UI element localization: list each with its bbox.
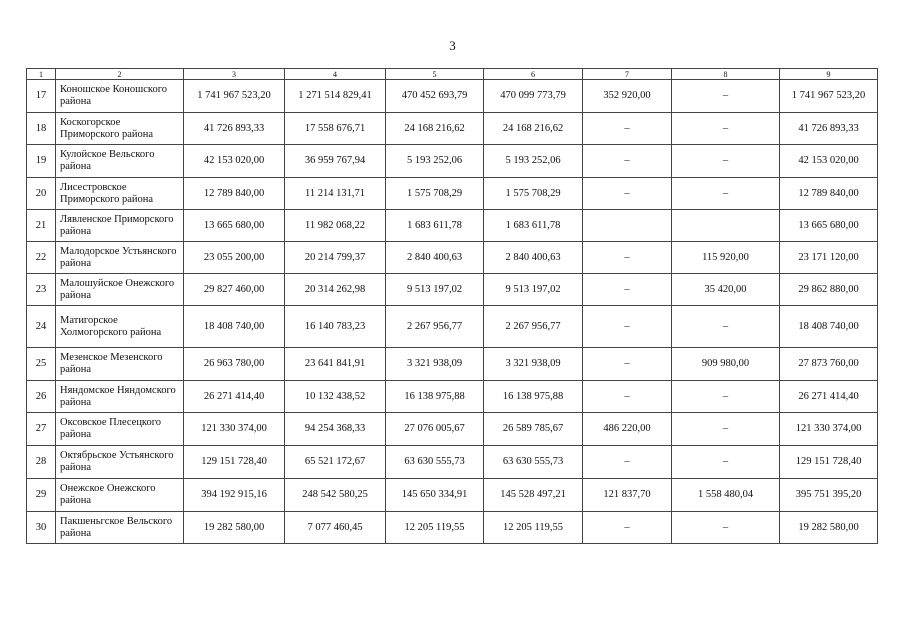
- col7-value: 486 220,00: [583, 413, 672, 446]
- row-number: 19: [27, 145, 56, 178]
- col5-value: 9 513 197,02: [386, 274, 484, 306]
- table-row: [27, 306, 878, 348]
- settlement-name: Мезенское Мезенского района: [56, 348, 184, 381]
- col8-value: –: [672, 80, 780, 113]
- col4-value: 20 314 262,98: [285, 274, 386, 306]
- col3-value: 42 153 020,00: [184, 145, 285, 178]
- col8-value: –: [672, 381, 780, 413]
- col7-value: –: [583, 145, 672, 178]
- col4-value: 11 982 068,22: [285, 210, 386, 242]
- table-row: [27, 413, 878, 446]
- col5-value: 1 683 611,78: [386, 210, 484, 242]
- col5-value: 2 840 400,63: [386, 242, 484, 274]
- column-header: 7: [583, 69, 672, 80]
- settlement-name: Оксовское Плесецкого района: [56, 413, 184, 446]
- col8-value: 35 420,00: [672, 274, 780, 306]
- col4-value: 65 521 172,67: [285, 446, 386, 479]
- column-header: 1: [27, 69, 56, 80]
- settlement-name: Октябрьское Устьянского района: [56, 446, 184, 479]
- col9-value: 23 171 120,00: [780, 242, 878, 274]
- row-number: 30: [27, 512, 56, 544]
- col4-value: 248 542 580,25: [285, 479, 386, 512]
- col3-value: 1 741 967 523,20: [184, 80, 285, 113]
- col6-value: 2 267 956,77: [484, 306, 583, 348]
- col6-value: 1 683 611,78: [484, 210, 583, 242]
- column-number-row: [27, 69, 878, 80]
- col8-value: –: [672, 446, 780, 479]
- col5-value: 470 452 693,79: [386, 80, 484, 113]
- col5-value: 16 138 975,88: [386, 381, 484, 413]
- col9-value: 13 665 680,00: [780, 210, 878, 242]
- col8-value: –: [672, 512, 780, 544]
- col3-value: 19 282 580,00: [184, 512, 285, 544]
- column-header: 8: [672, 69, 780, 80]
- col8-value: –: [672, 178, 780, 210]
- table-row: [27, 479, 878, 512]
- col3-value: 394 192 915,16: [184, 479, 285, 512]
- table-row: [27, 274, 878, 306]
- col8-value: 1 558 480,04: [672, 479, 780, 512]
- col8-value: –: [672, 145, 780, 178]
- col4-value: 36 959 767,94: [285, 145, 386, 178]
- col9-value: 1 741 967 523,20: [780, 80, 878, 113]
- settlement-name: Кулойское Вельского района: [56, 145, 184, 178]
- column-header: 4: [285, 69, 386, 80]
- row-number: 22: [27, 242, 56, 274]
- col7-value: –: [583, 242, 672, 274]
- col6-value: 16 138 975,88: [484, 381, 583, 413]
- col8-value: –: [672, 113, 780, 145]
- settlement-name: Лисестровское Приморского района: [56, 178, 184, 210]
- table-row: [27, 348, 878, 381]
- table-row: [27, 242, 878, 274]
- col3-value: 121 330 374,00: [184, 413, 285, 446]
- col5-value: 3 321 938,09: [386, 348, 484, 381]
- col4-value: 16 140 783,23: [285, 306, 386, 348]
- col5-value: 63 630 555,73: [386, 446, 484, 479]
- col7-value: –: [583, 274, 672, 306]
- table-row: [27, 512, 878, 544]
- col9-value: 26 271 414,40: [780, 381, 878, 413]
- col3-value: 23 055 200,00: [184, 242, 285, 274]
- row-number: 23: [27, 274, 56, 306]
- col6-value: 145 528 497,21: [484, 479, 583, 512]
- col3-value: 26 271 414,40: [184, 381, 285, 413]
- row-number: 20: [27, 178, 56, 210]
- col3-value: 41 726 893,33: [184, 113, 285, 145]
- col9-value: 27 873 760,00: [780, 348, 878, 381]
- col8-value: –: [672, 413, 780, 446]
- col8-value: –: [672, 306, 780, 348]
- column-header: 5: [386, 69, 484, 80]
- column-header: 6: [484, 69, 583, 80]
- col6-value: 24 168 216,62: [484, 113, 583, 145]
- col8-value: 115 920,00: [672, 242, 780, 274]
- table-row: [27, 210, 878, 242]
- table-row: [27, 178, 878, 210]
- col4-value: 17 558 676,71: [285, 113, 386, 145]
- settlement-name: Коношское Коношского района: [56, 80, 184, 113]
- settlement-name: Пакшеньгское Вельского района: [56, 512, 184, 544]
- col9-value: 41 726 893,33: [780, 113, 878, 145]
- col5-value: 1 575 708,29: [386, 178, 484, 210]
- col6-value: 470 099 773,79: [484, 80, 583, 113]
- settlement-name: Матигорское Холмогорского района: [56, 306, 184, 348]
- col9-value: 129 151 728,40: [780, 446, 878, 479]
- col6-value: 1 575 708,29: [484, 178, 583, 210]
- col8-value: [672, 210, 780, 242]
- row-number: 24: [27, 306, 56, 348]
- page-number: 3: [449, 38, 456, 53]
- table-row: [27, 446, 878, 479]
- row-number: 28: [27, 446, 56, 479]
- col7-value: 121 837,70: [583, 479, 672, 512]
- col4-value: 23 641 841,91: [285, 348, 386, 381]
- col9-value: 12 789 840,00: [780, 178, 878, 210]
- row-number: 21: [27, 210, 56, 242]
- col5-value: 145 650 334,91: [386, 479, 484, 512]
- col3-value: 13 665 680,00: [184, 210, 285, 242]
- table-row: [27, 145, 878, 178]
- col3-value: 12 789 840,00: [184, 178, 285, 210]
- col4-value: 10 132 438,52: [285, 381, 386, 413]
- row-number: 26: [27, 381, 56, 413]
- col5-value: 5 193 252,06: [386, 145, 484, 178]
- row-number: 18: [27, 113, 56, 145]
- settlement-name: Няндомское Няндомского района: [56, 381, 184, 413]
- col7-value: –: [583, 348, 672, 381]
- col4-value: 94 254 368,33: [285, 413, 386, 446]
- settlement-name: Онежское Онежского района: [56, 479, 184, 512]
- row-number: 29: [27, 479, 56, 512]
- col5-value: 12 205 119,55: [386, 512, 484, 544]
- col6-value: 5 193 252,06: [484, 145, 583, 178]
- col7-value: –: [583, 306, 672, 348]
- col7-value: 352 920,00: [583, 80, 672, 113]
- col7-value: –: [583, 381, 672, 413]
- settlement-name: Лявленское Приморского района: [56, 210, 184, 242]
- col9-value: 29 862 880,00: [780, 274, 878, 306]
- column-header: 9: [780, 69, 878, 80]
- col5-value: 2 267 956,77: [386, 306, 484, 348]
- col8-value: 909 980,00: [672, 348, 780, 381]
- table-row: [27, 381, 878, 413]
- row-number: 25: [27, 348, 56, 381]
- col6-value: 63 630 555,73: [484, 446, 583, 479]
- col5-value: 27 076 005,67: [386, 413, 484, 446]
- col4-value: 11 214 131,71: [285, 178, 386, 210]
- table-row: [27, 80, 878, 113]
- row-number: 17: [27, 80, 56, 113]
- settlement-name: Малошуйское Онежского района: [56, 274, 184, 306]
- col7-value: –: [583, 512, 672, 544]
- col6-value: 2 840 400,63: [484, 242, 583, 274]
- col9-value: 19 282 580,00: [780, 512, 878, 544]
- col6-value: 3 321 938,09: [484, 348, 583, 381]
- col7-value: –: [583, 178, 672, 210]
- col6-value: 26 589 785,67: [484, 413, 583, 446]
- column-header: 3: [184, 69, 285, 80]
- col6-value: 9 513 197,02: [484, 274, 583, 306]
- col6-value: 12 205 119,55: [484, 512, 583, 544]
- col9-value: 42 153 020,00: [780, 145, 878, 178]
- col3-value: 29 827 460,00: [184, 274, 285, 306]
- col9-value: 395 751 395,20: [780, 479, 878, 512]
- row-number: 27: [27, 413, 56, 446]
- col3-value: 18 408 740,00: [184, 306, 285, 348]
- table-row: [27, 113, 878, 145]
- column-header: 2: [56, 69, 184, 80]
- budget-table: [26, 68, 878, 544]
- col9-value: 18 408 740,00: [780, 306, 878, 348]
- col4-value: 7 077 460,45: [285, 512, 386, 544]
- col7-value: [583, 210, 672, 242]
- col4-value: 1 271 514 829,41: [285, 80, 386, 113]
- settlement-name: Малодорское Устьянского района: [56, 242, 184, 274]
- col3-value: 129 151 728,40: [184, 446, 285, 479]
- col7-value: –: [583, 113, 672, 145]
- col7-value: –: [583, 446, 672, 479]
- col3-value: 26 963 780,00: [184, 348, 285, 381]
- settlement-name: Коскогорское Приморского района: [56, 113, 184, 145]
- col4-value: 20 214 799,37: [285, 242, 386, 274]
- col9-value: 121 330 374,00: [780, 413, 878, 446]
- col5-value: 24 168 216,62: [386, 113, 484, 145]
